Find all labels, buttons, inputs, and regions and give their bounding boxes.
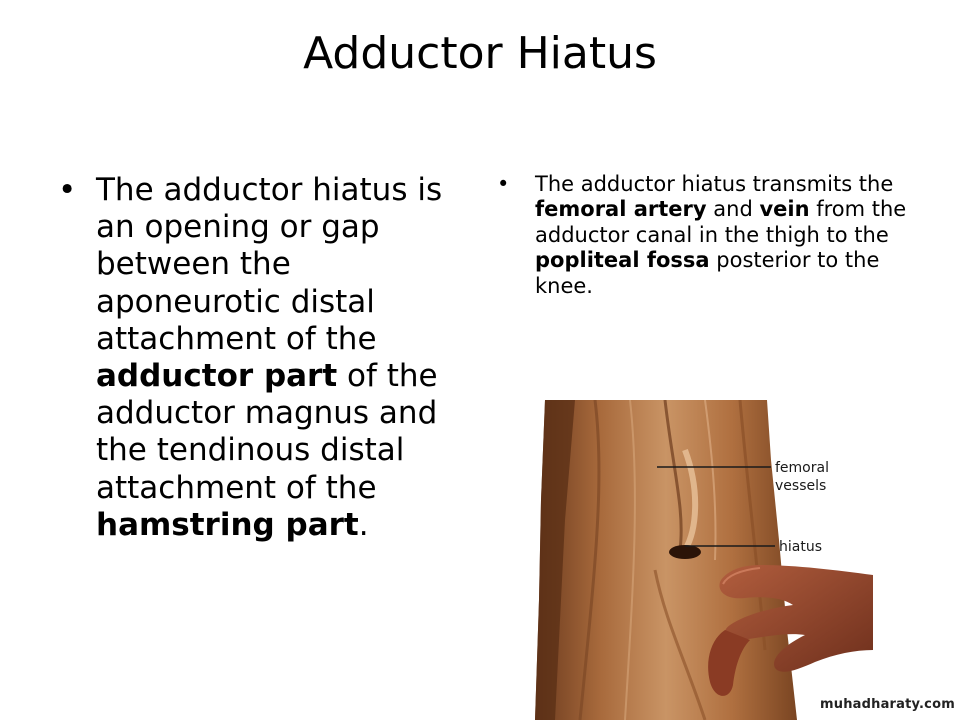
right-text-part: and bbox=[706, 197, 760, 222]
label-femoral: femoral bbox=[775, 460, 829, 476]
right-text-bold-vein: vein bbox=[759, 197, 810, 222]
left-text-part: . bbox=[358, 506, 369, 543]
right-text-part: from the adductor canal in the thigh to the bbox=[535, 197, 907, 247]
anatomy-photo bbox=[535, 400, 873, 720]
right-bullet-text bbox=[535, 172, 917, 299]
label-hiatus: hiatus bbox=[779, 539, 822, 555]
right-text-bold-popliteal-fossa: popliteal fossa bbox=[535, 248, 710, 273]
left-text-part: The adductor hiatus is an opening or gap between the aponeurotic distal attachment of the bbox=[96, 172, 443, 357]
left-text-bold-hamstring-part: hamstring part bbox=[96, 506, 359, 543]
right-text-part: The adductor hiatus transmits the bbox=[535, 172, 894, 196]
slide-title: Adductor Hiatus bbox=[303, 28, 657, 79]
right-text-bold-femoral-artery: femoral artery bbox=[535, 197, 707, 222]
left-bullet-text bbox=[96, 172, 458, 544]
left-text-part: of the adductor magnus and the tendinous distal attachment of the bbox=[96, 357, 438, 506]
right-text-part: posterior to the knee. bbox=[535, 248, 880, 298]
left-text-bold-adductor-part: adductor part bbox=[96, 357, 338, 394]
right-bullet bbox=[497, 172, 917, 299]
bullet-marker: • bbox=[58, 172, 77, 208]
bullet-marker: • bbox=[497, 172, 510, 196]
watermark: muhadharaty.com bbox=[820, 697, 955, 712]
left-bullet bbox=[58, 172, 458, 544]
label-vessels: vessels bbox=[775, 478, 827, 494]
dissection-illustration bbox=[535, 400, 873, 720]
